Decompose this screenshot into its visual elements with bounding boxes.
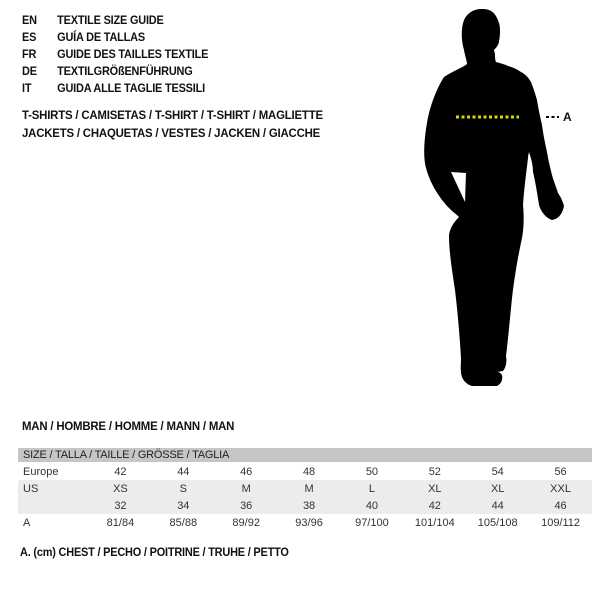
size-value-cell: L: [368, 482, 375, 495]
language-code: IT: [22, 83, 32, 95]
language-guide-title: TEXTILE SIZE GUIDE: [57, 15, 164, 27]
language-code: ES: [22, 32, 37, 44]
section-title: MAN / HOMBRE / HOMME / MANN / MAN: [22, 419, 235, 433]
size-value-cell: XXL: [550, 482, 571, 495]
language-guide-title: GUÍA DE TALLAS: [57, 32, 145, 44]
size-value-cell: M: [304, 482, 314, 495]
language-row-fr: [22, 47, 208, 64]
size-value-cell: 97/100: [355, 516, 389, 529]
size-value-cell: 93/96: [295, 516, 323, 529]
size-value-cell: 46: [240, 465, 253, 478]
size-value-cell: 56: [554, 465, 567, 478]
size-table-row: [18, 480, 592, 497]
size-value-cell: 42: [428, 499, 441, 512]
size-value-cell: 46: [554, 499, 567, 512]
size-table-row: [18, 497, 592, 514]
man-silhouette: [400, 0, 600, 400]
language-row-de: [22, 64, 208, 81]
size-value-cell: 81/84: [106, 516, 135, 529]
size-value-cell: 32: [114, 499, 127, 512]
row-label: A: [23, 516, 31, 529]
size-table-row: [18, 514, 592, 531]
size-value-cell: 105/108: [477, 516, 518, 529]
size-value-cell: 52: [428, 465, 441, 478]
language-code: DE: [22, 66, 37, 78]
measurement-footnote: A. (cm) CHEST / PECHO / POITRINE / TRUHE / PETTO: [20, 547, 289, 559]
size-value-cell: 89/92: [232, 516, 260, 529]
size-value-cell: 34: [177, 499, 190, 512]
size-value-cell: 40: [365, 499, 379, 512]
size-value-cell: 42: [114, 465, 127, 478]
language-row-es: [22, 30, 208, 47]
size-value-cell: 38: [302, 499, 316, 512]
size-value-cell: 44: [177, 465, 190, 478]
size-table: [18, 448, 592, 531]
language-code: FR: [22, 49, 37, 61]
size-value-cell: M: [241, 482, 251, 495]
language-row-en: [22, 13, 208, 30]
language-guide-title: TEXTILGRÖßENFÜHRUNG: [57, 66, 193, 78]
product-category-lines: [22, 106, 323, 142]
product-category-line: JACKETS / CHAQUETAS / VESTES / JACKEN / GIACCHE: [22, 126, 321, 140]
row-label: US: [23, 482, 39, 495]
man-silhouette-body: [424, 9, 564, 386]
size-table-body: [18, 463, 592, 531]
language-code: EN: [22, 15, 37, 27]
size-value-cell: 48: [302, 465, 316, 478]
size-value-cell: 101/104: [414, 516, 455, 529]
product-category-line: T-SHIRTS / CAMISETAS / T-SHIRT / T-SHIRT / MAGLIETTE: [22, 108, 323, 122]
size-value-cell: 44: [491, 499, 504, 512]
language-row-it: [22, 81, 208, 98]
size-value-cell: 50: [365, 465, 379, 478]
language-guide-title: GUIDE DES TAILLES TEXTILE: [57, 49, 209, 61]
size-value-cell: S: [179, 482, 187, 495]
measure-label-a: A: [563, 110, 572, 124]
size-value-cell: 85/88: [169, 516, 198, 529]
size-value-cell: 36: [240, 499, 253, 512]
language-guide-title: GUIDA ALLE TAGLIE TESSILI: [57, 83, 205, 95]
language-list: [22, 13, 208, 98]
size-table-row: [18, 463, 592, 480]
size-table-header: SIZE / TALLA / TAILLE / GRÖSSE / TAGLIA: [18, 448, 592, 462]
size-value-cell: 54: [491, 465, 504, 478]
size-value-cell: 109/112: [541, 516, 581, 529]
size-value-cell: XL: [428, 482, 442, 495]
size-value-cell: XS: [113, 482, 128, 495]
size-value-cell: XL: [490, 482, 505, 495]
row-label: Europe: [23, 465, 59, 478]
